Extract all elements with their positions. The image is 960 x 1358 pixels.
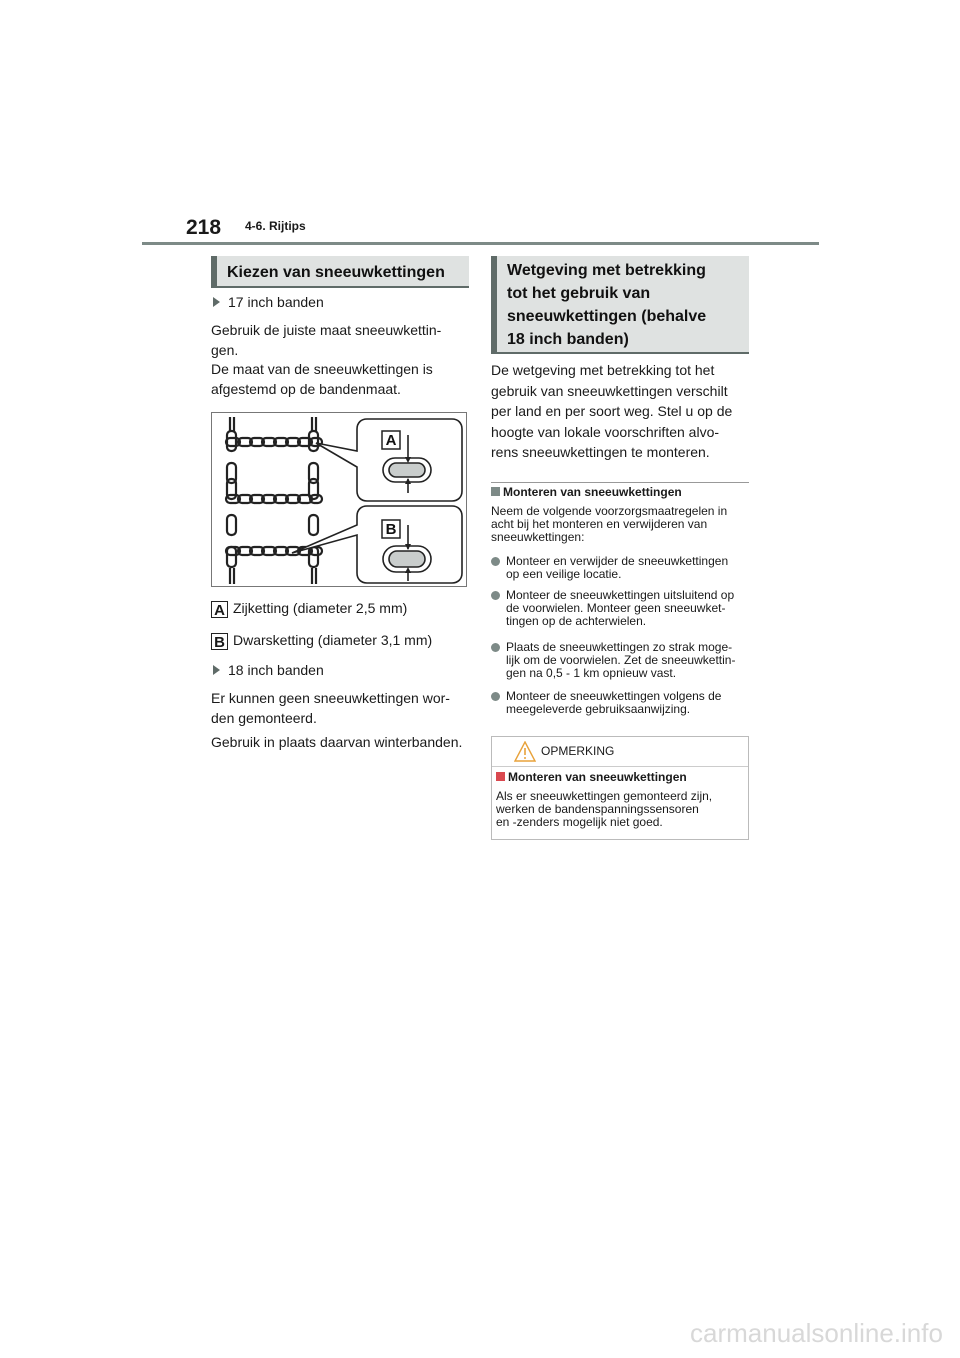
figure-label-a: A (385, 432, 397, 449)
section-title: 4-6. Rijtips (245, 219, 306, 233)
warning-icon (514, 741, 536, 762)
tyre-18-label: 18 inch banden (213, 662, 324, 678)
heading-legislation: Wetgeving met betrekking tot het gebruik van sneeuwkettingen (behalve 18 inch banden) (491, 256, 749, 354)
legend-key-b: B (211, 633, 228, 650)
paragraph-size: Gebruik de juiste maat sneeuwkettin- gen. De maat van de sneeuwkettingen is afgestemd op de bandenmaat. (211, 322, 442, 397)
notice-title: OPMERKING (541, 744, 615, 758)
notice-header (492, 737, 748, 767)
watermark: carmanualsonline.info (690, 1318, 943, 1348)
mounting-intro: Neem de volgende voorzorgsmaatregelen in acht bij het monteren en verwijderen van sneeuwkettingen: (491, 504, 728, 544)
bullet-item: Monteer de sneeuwkettingen volgens de meegeleverde gebruiksaanwijzing. (491, 690, 753, 716)
arrow-icon (213, 297, 220, 307)
notice-subheading: Monteren van sneeuwkettingen (496, 771, 687, 784)
legend-item-b: B Dwarsketting (diameter 3,1 mm) (211, 631, 432, 651)
notice-text: Als er sneeuwkettingen gemonteerd zijn, werken de bandenspanningssensoren en -zenders mogelijk niet goed. (496, 789, 713, 829)
legend-item-a: A Zijketting (diameter 2,5 mm) (211, 599, 407, 619)
snow-chain-figure (211, 412, 467, 587)
subheading-mounting: Monteren van sneeuwkettingen (491, 486, 682, 499)
heading-choosing-chains: Kiezen van sneeuwkettingen (211, 256, 469, 288)
bullet-item: Plaats de sneeuwkettingen zo strak moge- lijk om de voorwielen. Zet de sneeuwkettin- gen na 0,5 - 1 km opnieuw vast. (491, 641, 753, 680)
notice-box (491, 736, 749, 840)
bullet-item: Monteer en verwijder de sneeuwkettingen op een veilige locatie. (491, 555, 753, 581)
paragraph-no-chains: Er kunnen geen sneeuwkettingen wor- den gemonteerd. (211, 690, 450, 726)
square-bullet-icon (496, 772, 505, 781)
section-divider (491, 482, 749, 483)
legend-key-a: A (211, 601, 228, 618)
tyre-17-label: 17 inch banden (213, 294, 324, 310)
bullet-dot-icon (491, 591, 500, 600)
bullet-dot-icon (491, 692, 500, 701)
square-bullet-icon (491, 487, 500, 496)
header-divider (142, 242, 819, 245)
arrow-icon (213, 665, 220, 675)
bullet-item: Monteer de sneeuwkettingen uitsluitend op de voorwielen. Monteer geen sneeuwket- tingen op de achterwielen. (491, 589, 753, 628)
paragraph-legislation: De wetgeving met betrekking tot het gebruik van sneeuwkettingen verschilt per land en per soort weg. Stel u op de hoogte van lokale voorschriften alvo- rens sneeuwkettingen te monteren. (491, 362, 733, 461)
bullet-dot-icon (491, 557, 500, 566)
paragraph-winter-tyres: Gebruik in plaats daarvan winterbanden. (211, 734, 463, 750)
snow-chain-illustration (212, 413, 466, 586)
bullet-dot-icon (491, 643, 500, 652)
figure-label-b: B (385, 521, 397, 538)
page-number: 218 (186, 216, 222, 239)
